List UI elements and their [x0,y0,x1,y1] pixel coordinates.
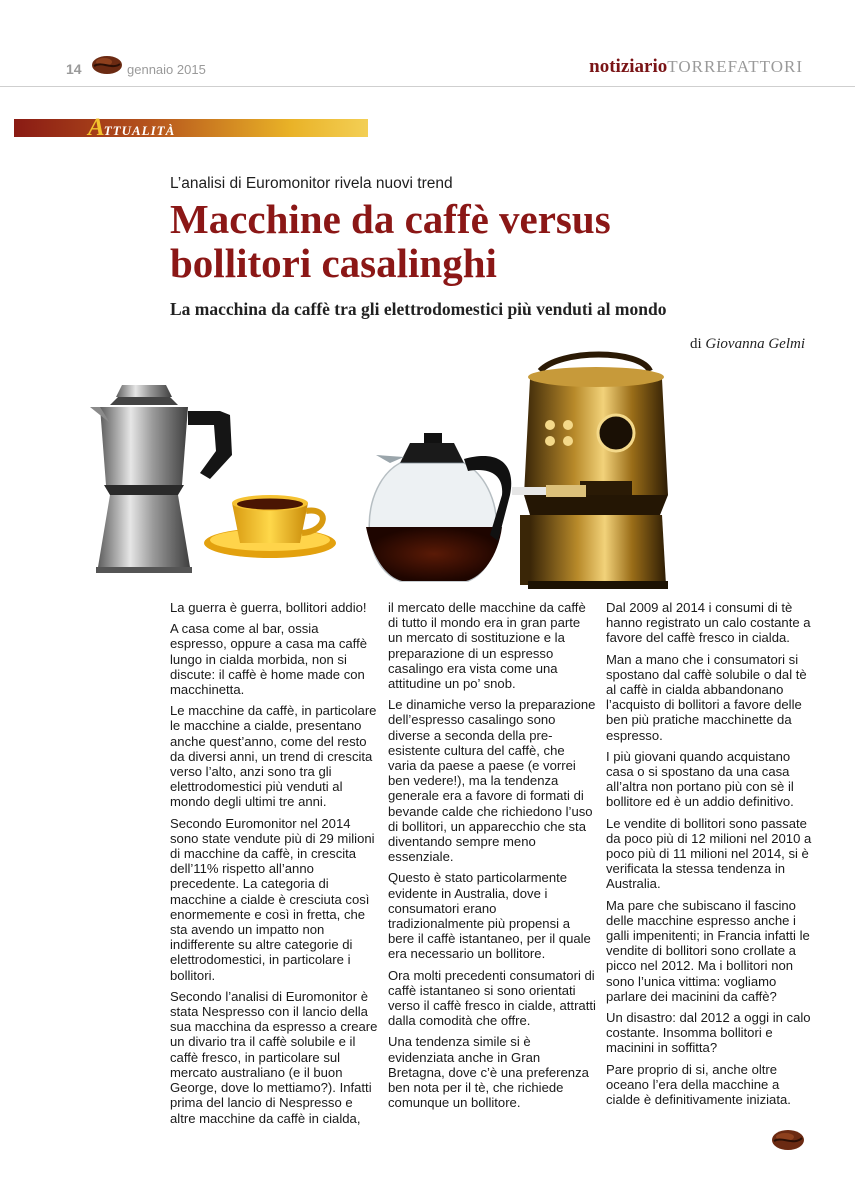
paragraph: Un disastro: dal 2012 a oggi in calo costante. Insomma bollitori e macinini in soffitta? [606,1010,811,1056]
paragraph: Ora molti precedenti consumatori di caffè istantaneo si sono orientati verso il caffè fresco in cialde, attratti dalla comodità che offre. [388,967,596,1029]
article-column-1 [170,600,378,1132]
header-divider [0,86,855,87]
paragraph: Le macchine da caffè, in particolare le macchine a cialde, presentano anche quest’anno, come del resto da diversi anni, un trend di crescita verso l’alto, anzi sono tra gli elettrodomestici più venduti al mondo degli ultimi tre anni. [170,703,377,810]
paragraph: Ma pare che subiscano il fascino delle macchine espresso anche i galli impenitenti; in Francia infatti le vendite di bollitori sono crollate a picco nel 2012. Ma i bollitori non sono l’unica vittima: vogliamo parlare dei macinini da caffè? [606,897,810,1004]
paragraph: A casa come al bar, ossia espresso, oppure a casa ma caffè lungo in cialda morbida, non si discute: il caffè è home made con macchinetta. [170,621,368,698]
issue-date: gennaio 2015 [127,62,206,77]
article-title [170,197,810,285]
publication-masthead [589,56,803,78]
coffee-bean-icon [90,54,124,76]
masthead-secondary: TORREFATTORI [667,57,803,76]
byline-prefix: di [690,336,702,352]
coffee-cup-illustration [204,495,336,558]
section-label-rest: TTUALITÀ [103,123,176,138]
title-line-1: Macchine da caffè versus [170,196,611,242]
title-line-2: bollitori casalinghi [170,240,497,286]
masthead-primary: notiziario [589,56,668,77]
coffee-illustration [60,345,820,600]
paragraph: Le dinamiche verso la preparazione dell’espresso casalingo sono diverse a seconda della pre-esistente cultura del caffè, che varia da paese a paese (e vorrei ben vedere!), ma la tendenza generale era a favore di formati di bevande calde che richiedono l’uso di bollitori, un apparecchio che sta diventando sempre meno essenziale. [388,697,596,865]
article-column-2 [388,600,596,1117]
page-number: 14 [66,61,82,77]
section-label [88,114,175,142]
paragraph: I più giovani quando acquistano casa o si spostano da una casa all’altra non portano più con sè il bollitore ed è un addio definitivo. [606,748,794,810]
paragraph: Una tendenza simile si è evidenziata anche in Gran Bretagna, dove c’è una preferenza ben nota per il tè, che richiede comunque un bollitore. [388,1034,589,1111]
paragraph: il mercato delle macchine da caffè di tutto il mondo era in gran parte un mercato di sostituzione e la preparazione di un espresso casalingo era vista come una attitudine un po’ snob. [388,600,586,692]
paragraph: Secondo l’analisi di Euromonitor è stata Nespresso con il lancio della sua macchina da espresso a creare un divario tra il caffè solubile e il caffè fresco, in particolare sul mercato australiano (e il buon George, dove lo mettiamo?). Infatti prima del lancio di Nespresso e altre macchine da caffè in cialda, [170,988,378,1126]
paragraph: Man a mano che i consumatori si spostano dal caffè solubile o dal tè al caffè in cialda abbandonano l’acquisto di bollitori a favore delle ben più pratiche macchinette da espresso. [606,651,807,743]
paragraph: Secondo Euromonitor nel 2014 sono state vendute più di 29 milioni di macchine da caffè, in crescita dell’11% rispetto all’anno precedente. La categoria di macchine a cialde è cresciuta così enormemente e così in fretta, che sta avendo un impatto non indifferente su altre categorie di elettrodomestici, in particolare i bollitori. [170,815,375,983]
paragraph: Pare proprio di si, anche oltre oceano l’era della macchine a cialde è definitivamente iniziata. [606,1061,791,1108]
glass-carafe-illustration [366,433,511,581]
espresso-machine-illustration [512,355,668,590]
paragraph: Le vendite di bollitori sono passate da poco più di 12 milioni nel 2010 a poco più di 11 milioni nel 2014, si è verificata la stessa tendenza in Australia. [606,815,812,892]
coffee-bean-icon [770,1128,806,1152]
paragraph: Dal 2009 al 2014 i consumi di tè hanno registrato un calo costante a favore del caffè fresco in cialda. [606,600,811,646]
paragraph: Questo è stato particolarmente evidente in Australia, dove i consumatori erano tradizionalmente più propensi a bere il caffè istantaneo, per il quale era necessario un bollitore. [388,870,591,962]
section-bar [14,119,368,137]
byline-author: Giovanna Gelmi [705,336,805,352]
article-kicker: L’analisi di Euromonitor rivela nuovi trend [170,175,453,192]
article-subtitle: La macchina da caffè tra gli elettrodomestici più venduti al mondo [170,299,667,319]
paragraph: La guerra è guerra, bollitori addio! [170,600,367,615]
article-column-3 [606,600,814,1113]
section-initial: A [88,114,106,141]
